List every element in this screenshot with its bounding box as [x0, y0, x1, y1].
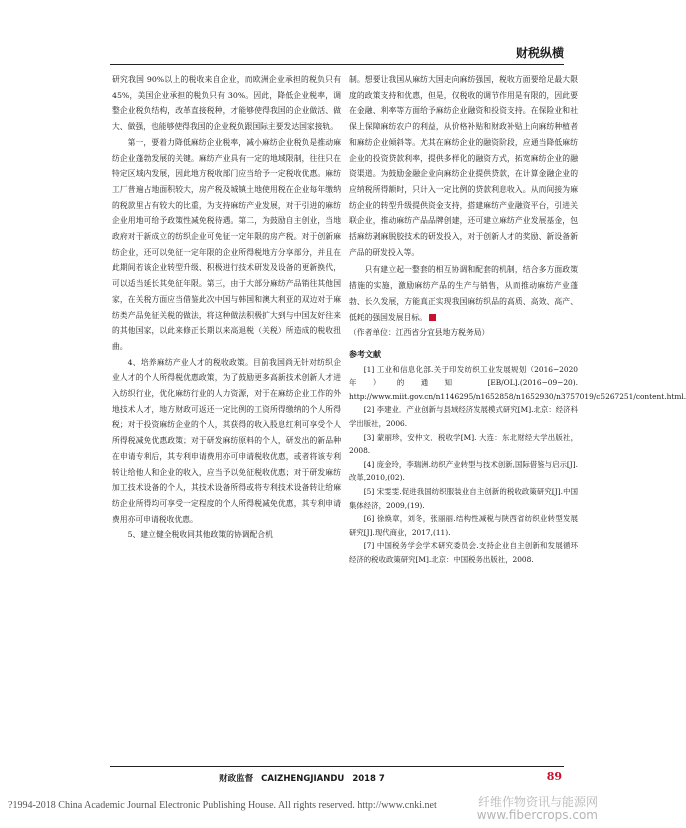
journal-name-pinyin: CAIZHENGJIANDU [261, 774, 345, 784]
header-divider [110, 64, 564, 65]
author-affiliation: （作者单位：江西省分宜县地方税务局） [349, 328, 490, 338]
paragraph: 制。想要让我国从麻纺大国走向麻纺强国，税收方面要给足最大限度的政策支持和优惠，但是，仅税收的调节作用是有限的，因此要在金融、利率等方面给予麻纺企业融资和投资支持。在保险业和社保上保障麻纺农户的利益，从价格补贴和财政补贴上向麻纺种植者和麻纺企业倾斜等。尤其在麻纺企业的融资阶段，应通当降低麻纺企业的投资贷款利率，提供多样化的融资方式，拓宽麻纺企业的融资渠道。为鼓励金融企业向麻纺企业提供贷款，在计算金融企业的应纳税所得额时，只计入一定比例的贷款利息收入。从而间接为麻纺企业的转型升级提供资金支持，搭建麻纺产业融资平台，引进关联企业，推动麻纺产品品牌创建，还可建立麻纺产业发展基金，包括麻纺剥麻脱胶技术的研发投入，对于创新人才的奖励、新设备新产品的研发投入等。 [349, 75, 578, 257]
paragraph: 5、建立健全税收同其他政策的协调配合机 [127, 530, 273, 540]
conclusion-text: 只有建立起一整套的相互协调和配套的机制，结合多方面政策措施的实施，激励麻纺产品的生产与销售，从而推动麻纺产业蓬勃、长久发展，方能真正实现我国麻纺织品的高质、高效、高产、低耗的强国发展目标。 [349, 265, 578, 322]
footer-journal [0, 772, 604, 784]
watermark-url: www.fibercrops.com [476, 808, 598, 822]
reference-item: [6] 徐焕章，刘冬，张丽丽.结构性减税与陕西省纺织业转型发展研究[J].现代商业，2017,(11). [349, 514, 578, 537]
references-title: 参考文献 [349, 349, 381, 359]
reference-item: [7] 中国税务学会学术研究委员会.支持企业自主创新和发展循环经济的税收政策研究[M].北京：中国税务出版社，2008. [349, 541, 578, 564]
end-mark-icon [429, 314, 436, 321]
journal-issue: 2018 7 [352, 774, 385, 784]
reference-item: [5] 宋雯雯.促进我国纺织服装业自主创新的税收政策研究[J].中国集体经济，2009,(19). [349, 487, 578, 510]
reference-item: [4] 庞金玲，李瑞洲.纺织产业转型与技术创新,国际借鉴与启示[J].改革,2010,(02). [349, 459, 578, 483]
right-column [349, 72, 686, 567]
reference-item: [3] 蒙丽珍，安仲文．税收学[M]. 大连：东北财经大学出版社，2008. [349, 432, 578, 456]
journal-name-cn: 财政监督 [219, 774, 254, 784]
paragraph: 研究我国 90%以上的税收来自企业，而欧洲企业承担的税负只有 45%，美国企业承担的税负只有 30%。因此，降低企业税率，调整企业税负结构，改革直接税种，才能够使得我国的企业做活、做大、做强，也能够使得我国的企业税负跟国际主要发达国家接轨。 [112, 75, 341, 132]
watermark-title: 纤维作物资讯与能源网 [477, 795, 598, 809]
page-number: 89 [546, 770, 562, 783]
section-header: 财税纵横 [515, 46, 564, 60]
paragraph: 4、培养麻纺产业人才的税收政策。目前我国尚无针对纺织企业人才的个人所得税优惠政策，为了鼓励更多高新技术创新人才进入纺织行业，优化麻纺行业的人力资源，对于在麻纺企业工作的外地技术人才，地方财政可返还一定比例的工资所得缴纳的个人所得税；对于投资麻纺企业的个人，其获得的收入股息红利可享受个人所得税减免优惠政策；对于研发麻纺原料的个人，研发出的新品种在申请专利后，其专利申请费用亦可申请税收优惠，或者将该专利转让给他人和企业的收入，应当予以免征税收优惠；对于研发麻纺加工技术设备的个人，其技术设备所得或将专利技术设备转让给麻纺企业所得均可享受一定程度的个人所得税减免优惠，其专利申请费用亦可申请税收优惠。 [112, 357, 341, 524]
paragraph: 第一，要着力降低麻纺企业税率，减小麻纺企业税负是推动麻纺企业蓬勃发展的关键。麻纺产业具有一定的地域限制，往往只在特定区域内发展，因此地方税收部门应当给予一定税收优惠。麻纺工厂普遍占地面积较大，房产税及城镇土地使用税在企业每年缴纳的税款里占有较大的比重，为支持麻纺产业发展，对于引进的麻纺企业用地可给予政策性减免税待遇。第二，为鼓励自主创业，当地政府对于新成立的纺织企业可免征一定年限的房产税。对于创新麻纺企业，还可以免征一定年限的企业所得税地方分享部分，并且在此期间若该企业转型升级、积极进行技术研发及设备的更新换代，可以适当延长其免征年限。第三，由于大部分麻纺产品销往其他国家，在关税方面应当借鉴此次中国与韩国和澳大利亚的双边对于麻纺类产品免征关税的做法，将这种做法积极扩大到与中国友好往来的其他国家，以此来修正长期以来高退税（关税）所造成的税收扭曲。 [112, 137, 341, 351]
left-column [112, 72, 341, 543]
reference-item: [2] 李建业．产业创新与县域经济发展模式研究[M].北京：经济科学出版社，2006. [349, 405, 578, 429]
copyright-line: ?1994-2018 China Academic Journal Electronic Publishing House. All rights reserved. http://www.cnki.net [8, 800, 437, 811]
footer-divider [110, 766, 564, 767]
reference-item: [1] 工业和信息化部.关于印发纺织工业发展规划（2016−2020 年）的通知 [EB/OL].(2016−09−20). http://www.miit.gov.cn/n1146295/n1652858/n1652930/n3757019/c5267251/content.html. [349, 364, 686, 401]
paragraph-conclusion [349, 262, 578, 325]
watermark [477, 796, 598, 822]
